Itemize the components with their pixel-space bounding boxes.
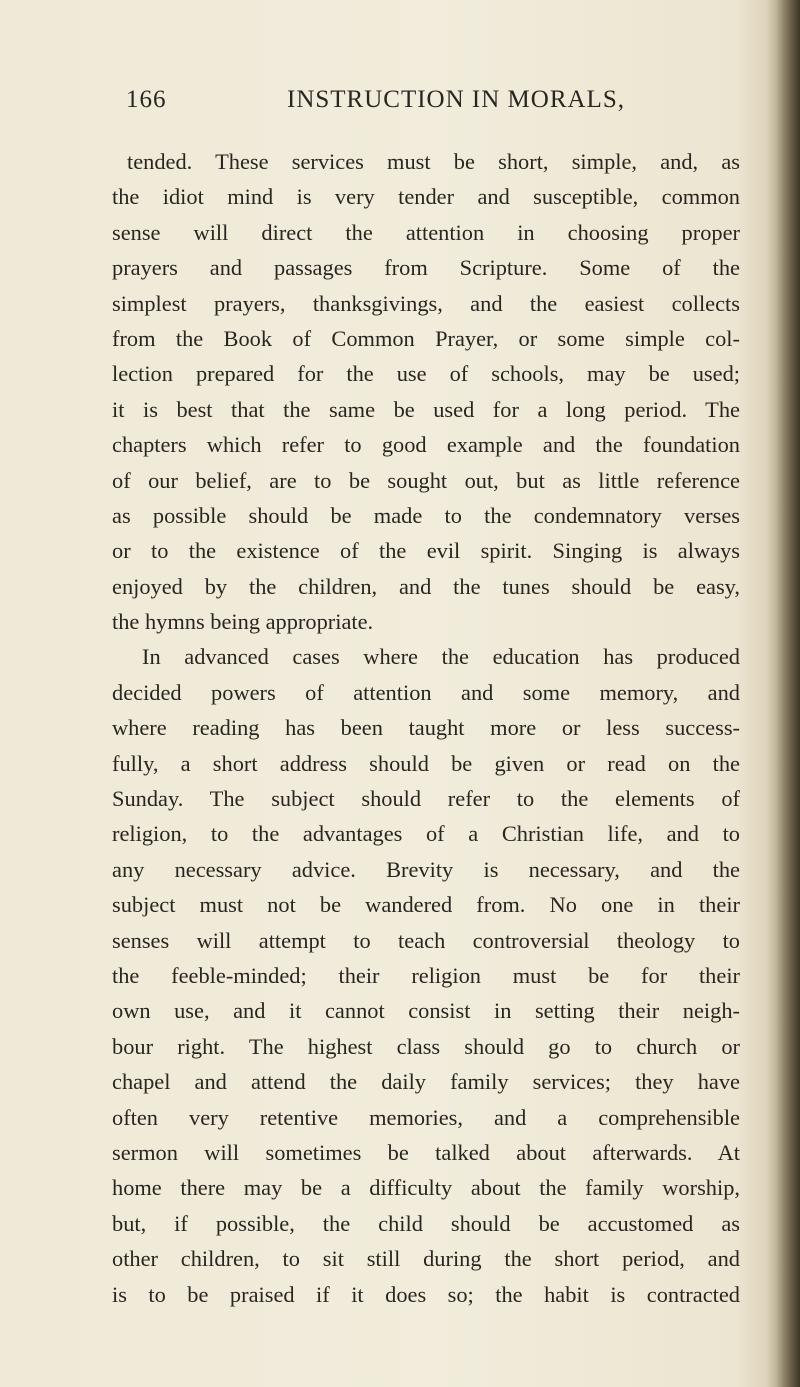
text-line: is to be praised if it does so; the habit is contracted	[112, 1281, 740, 1307]
text-line: tended. These services must be short, simple, and, as	[127, 149, 740, 174]
text-line: as possible should be made to the condemnatory verses	[112, 502, 740, 528]
text-line: sense will direct the attention in choosing proper	[112, 219, 740, 245]
body-text	[112, 144, 740, 1312]
running-head: INSTRUCTION IN MORALS,	[287, 86, 625, 113]
text-line: fully, a short address should be given or read on the	[112, 750, 740, 776]
text-line: home there may be a difficulty about the family worship,	[112, 1175, 740, 1201]
text-line: prayers and passages from Scripture. Some of the	[112, 255, 740, 281]
text-line: where reading has been taught more or less success-	[112, 715, 740, 741]
text-line: other children, to sit still during the short period, and	[112, 1246, 740, 1272]
page-number: 166	[126, 86, 167, 113]
text-line: subject must not be wandered from. No one in their	[112, 892, 740, 918]
text-line: often very retentive memories, and a comprehensible	[112, 1104, 740, 1130]
text-line: but, if possible, the child should be accustomed as	[112, 1210, 740, 1236]
text-line: simplest prayers, thanksgivings, and the easiest collects	[112, 290, 740, 316]
text-line: chapel and attend the daily family services; they have	[112, 1069, 740, 1095]
text-line: lection prepared for the use of schools, may be used;	[112, 361, 740, 387]
text-line: from the Book of Common Prayer, or some simple col-	[112, 325, 740, 351]
page-header	[126, 86, 625, 122]
text-line: own use, and it cannot consist in setting their neigh-	[112, 998, 740, 1024]
text-line: bour right. The highest class should go to church or	[112, 1033, 740, 1059]
text-line: senses will attempt to teach controversial theology to	[112, 927, 740, 953]
text-line: the hymns being appropriate.	[112, 609, 374, 635]
text-line: decided powers of attention and some memory, and	[112, 679, 740, 705]
text-line: In advanced cases where the education has produced	[142, 644, 740, 670]
text-line: it is best that the same be used for a long period. The	[112, 396, 740, 422]
text-line: the feeble-minded; their religion must be for their	[112, 962, 740, 988]
text-line: Sunday. The subject should refer to the elements of	[112, 786, 740, 812]
text-line: any necessary advice. Brevity is necessary, and the	[112, 856, 740, 882]
text-line: religion, to the advantages of a Christian life, and to	[112, 821, 740, 847]
text-line: chapters which refer to good example and the foundation	[112, 432, 740, 458]
page-binding-shadow	[766, 0, 800, 1387]
text-line: or to the existence of the evil spirit. Singing is always	[112, 538, 740, 564]
text-line: enjoyed by the children, and the tunes should be easy,	[112, 573, 740, 599]
text-line: of our belief, are to be sought out, but as little reference	[112, 467, 740, 493]
text-line: the idiot mind is very tender and susceptible, common	[112, 184, 740, 210]
text-line: sermon will sometimes be talked about afterwards. At	[112, 1139, 740, 1165]
